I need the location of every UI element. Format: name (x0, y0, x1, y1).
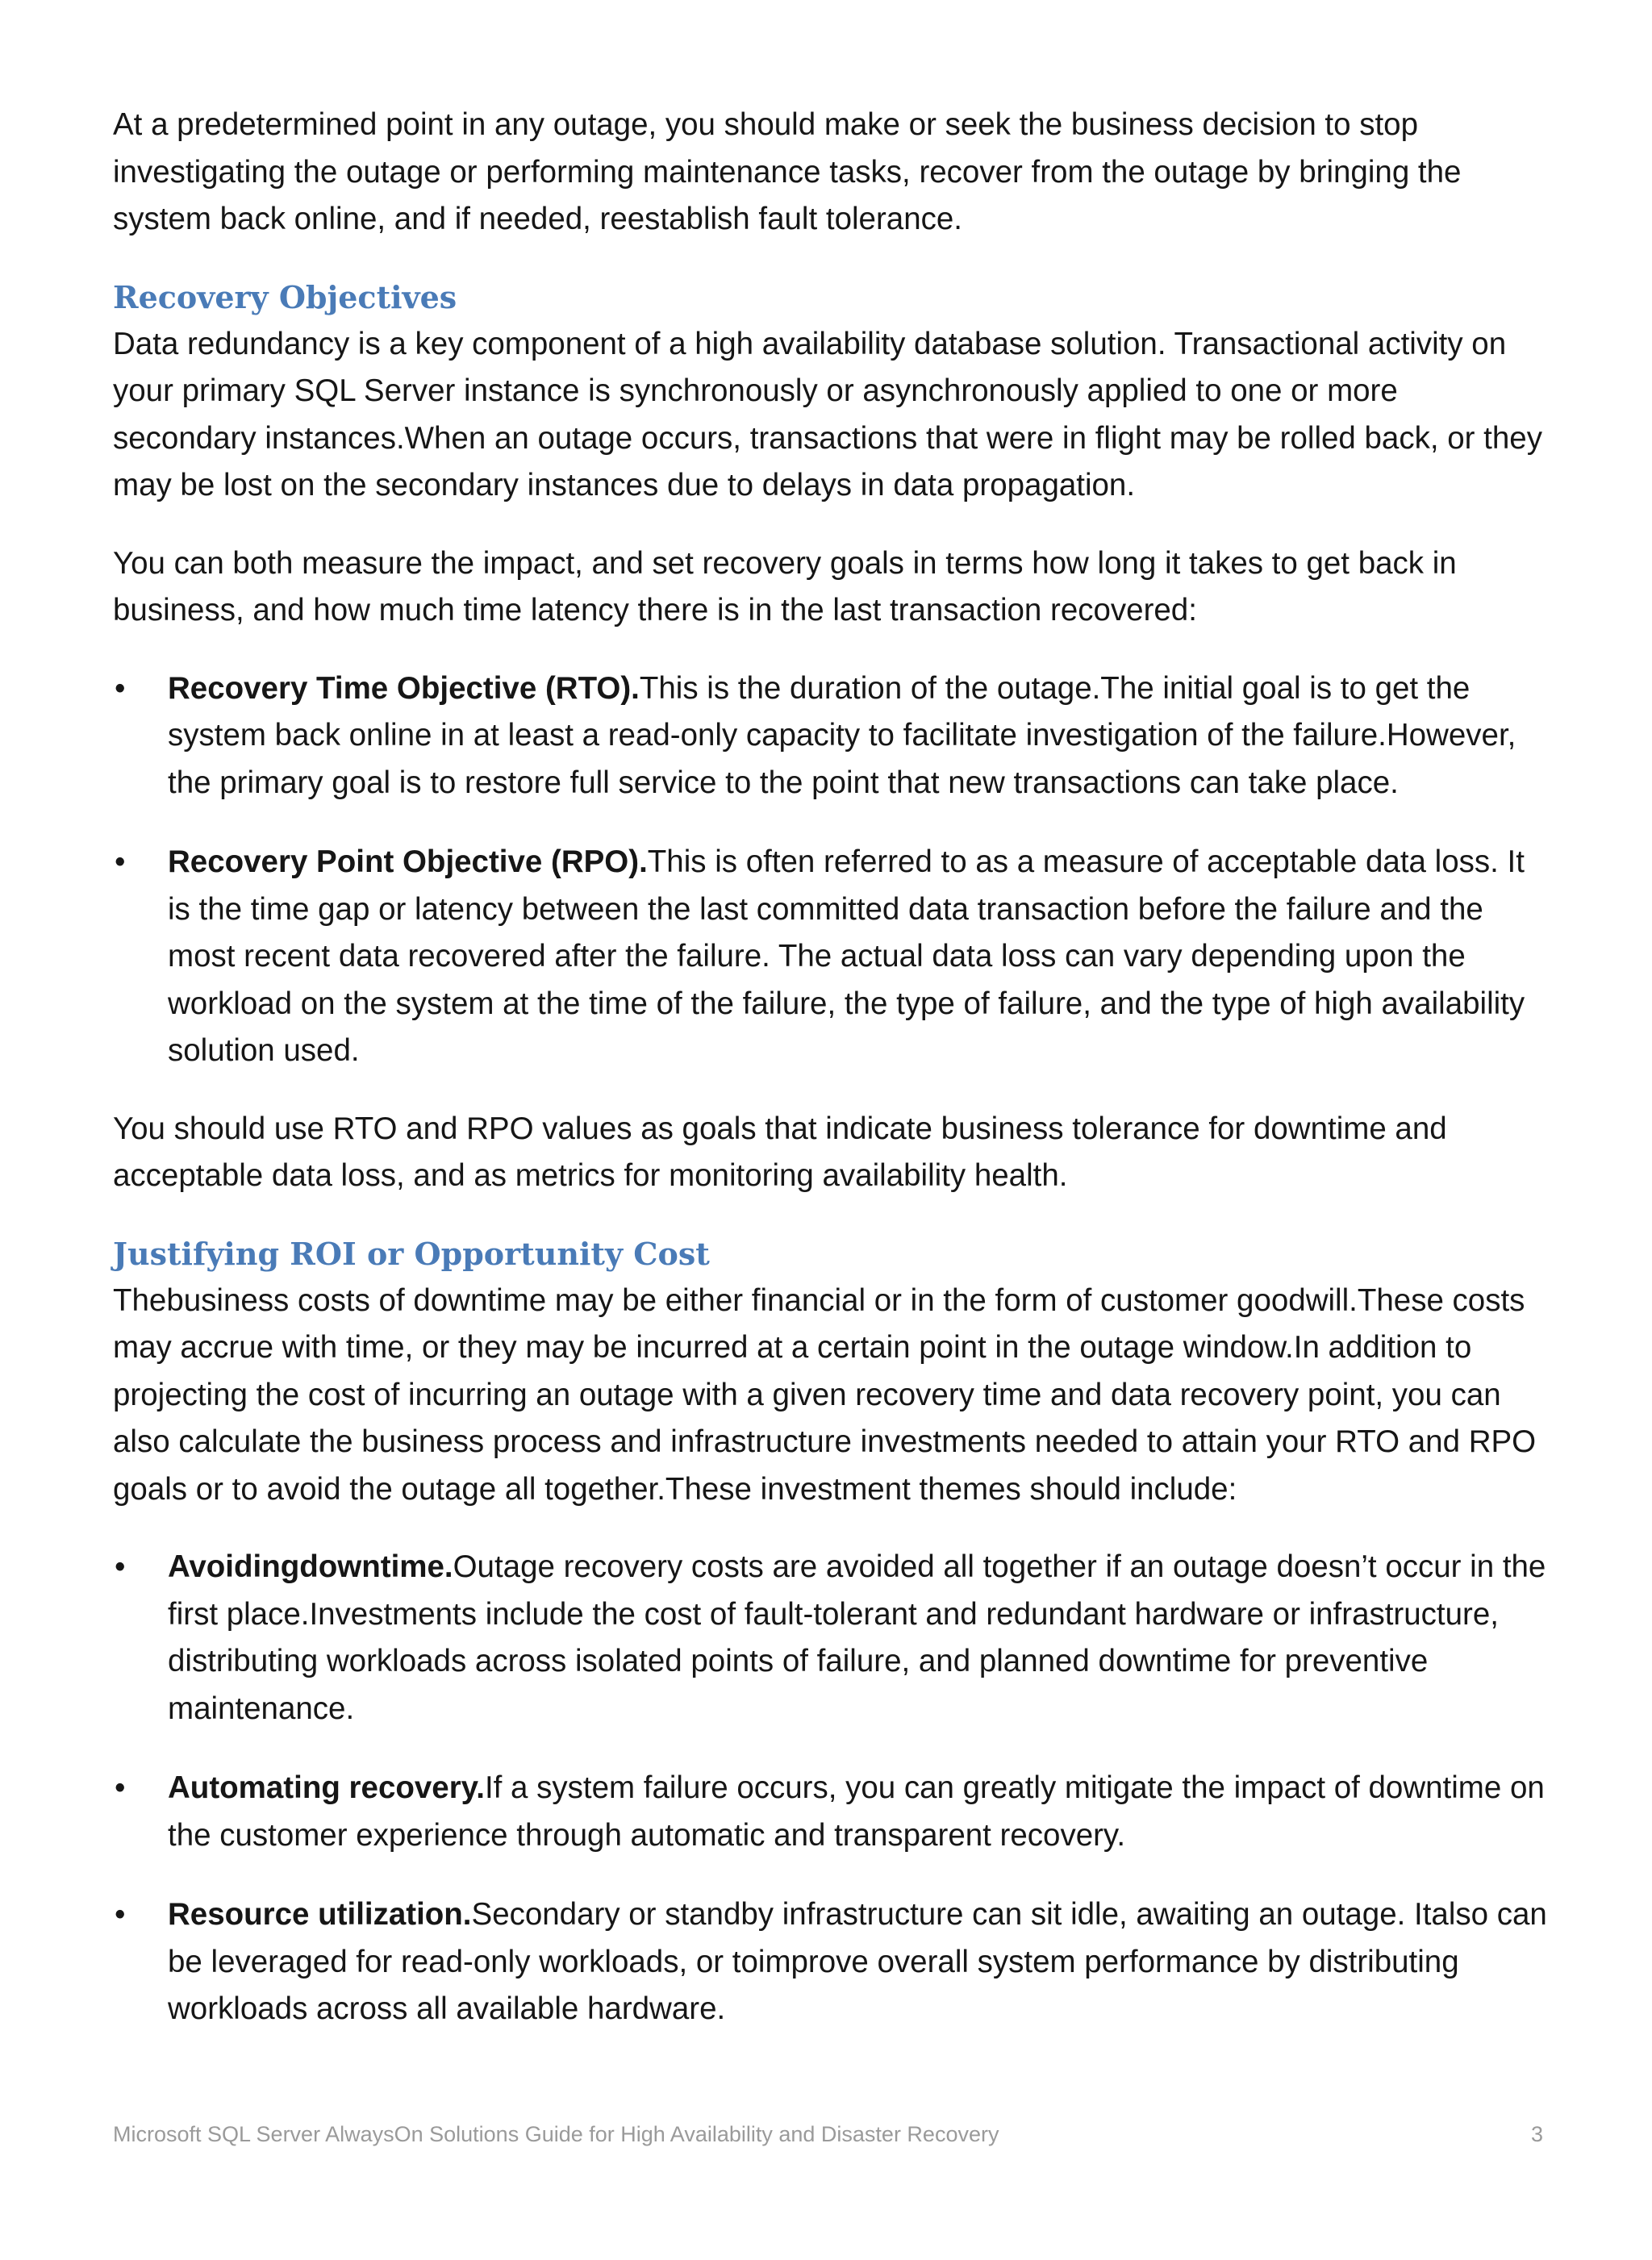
bullet-icon: • (115, 1770, 126, 1805)
list-item-avoiding-downtime (113, 1544, 1549, 1733)
list-item-rto (113, 665, 1549, 807)
list-item-text: This is often referred to as a measure of acceptable data loss. It is the time gap or latency between the last committed data transaction before the failure and the most recent data recovered after the failure. The actual data loss can vary depending upon the workload on the system at the time of the failure, the type of failure, and the type of high availability solution used. (168, 844, 1525, 1068)
list-item-text: If a system failure occurs, you can greatly mitigate the impact of downtime on the customer experience through automatic and transparent recovery. (168, 1770, 1545, 1853)
roi-heading: Justifying ROI or Opportunity Cost (113, 1235, 710, 1272)
list-item-rpo (113, 839, 1549, 1075)
list-item-term: Avoidingdowntime. (168, 1549, 453, 1584)
list-item-resource-utilization (113, 1891, 1549, 2033)
intro-paragraph: At a predetermined point in any outage, you should make or seek the business decision to stop investigating the outage or performing maintenance tasks, recover from the outage by bringing the system back online, and if needed, reestablish fault tolerance. (113, 107, 1462, 236)
bullet-icon: • (115, 1897, 126, 1932)
recovery-objectives-paragraph-1: Data redundancy is a key component of a high availability database solution. Transactional activity on your primary SQL Server instance is synchronously or asynchronously applied to one or more secondary instances.When an outage occurs, transactions that were in flight may be rolled back, or they may be lost on the secondary instances due to delays in data propagation. (113, 326, 1542, 502)
bullet-icon: • (115, 670, 126, 706)
list-item-automating-recovery (113, 1765, 1549, 1859)
bullet-icon: • (115, 1549, 126, 1584)
list-item-text: Secondary or standby infrastructure can sit idle, awaiting an outage. Italso can be leveraged for read-only workloads, or toimprove overall system performance by distributing workloads across all available hardware. (168, 1897, 1547, 2026)
list-item-term: Resource utilization. (168, 1897, 472, 1932)
roi-paragraph-1: Thebusiness costs of downtime may be either financial or in the form of customer goodwill.These costs may accrue with time, or they may be incurred at a certain point in the outage window.In addition to projecting the cost of incurring an outage with a given recovery time and data recovery point, you can also calculate the business process and infrastructure investments needed to attain your RTO and RPO goals or to avoid the outage all together.These investment themes should include: (113, 1282, 1537, 1507)
investment-themes-list (113, 1544, 1549, 2033)
page-footer (113, 2118, 1543, 2150)
recovery-objectives-paragraph-3: You should use RTO and RPO values as goals that indicate business tolerance for downtime and acceptable data loss, and as metrics for monitoring availability health. (113, 1111, 1447, 1193)
list-item-term: Recovery Time Objective (RTO). (168, 670, 640, 706)
recovery-objectives-list (113, 665, 1549, 1075)
list-item-text: Outage recovery costs are avoided all together if an outage doesn’t occur in the first place.Investments include the cost of fault-tolerant and redundant hardware or infrastructure, distributing workloads across isolated points of failure, and planned downtime for preventive maintenance. (168, 1549, 1546, 1726)
recovery-objectives-paragraph-2: You can both measure the impact, and set recovery goals in terms how long it takes to get back in business, and how much time latency there is in the last transaction recovered: (113, 545, 1457, 628)
bullet-icon: • (115, 844, 126, 879)
footer-title: Microsoft SQL Server AlwaysOn Solutions Guide for High Availability and Disaster Recovery (113, 2122, 999, 2146)
recovery-objectives-heading: Recovery Objectives (113, 278, 457, 315)
page-number: 3 (1530, 2122, 1543, 2146)
list-item-term: Recovery Point Objective (RPO). (168, 844, 648, 879)
page-content (113, 102, 1549, 2064)
list-item-text: This is the duration of the outage.The initial goal is to get the system back online in at least a read-only capacity to facilitate investigation of the failure.However, the primary goal is to restore full service to the point that new transactions can take place. (168, 670, 1516, 800)
list-item-term: Automating recovery. (168, 1770, 485, 1805)
